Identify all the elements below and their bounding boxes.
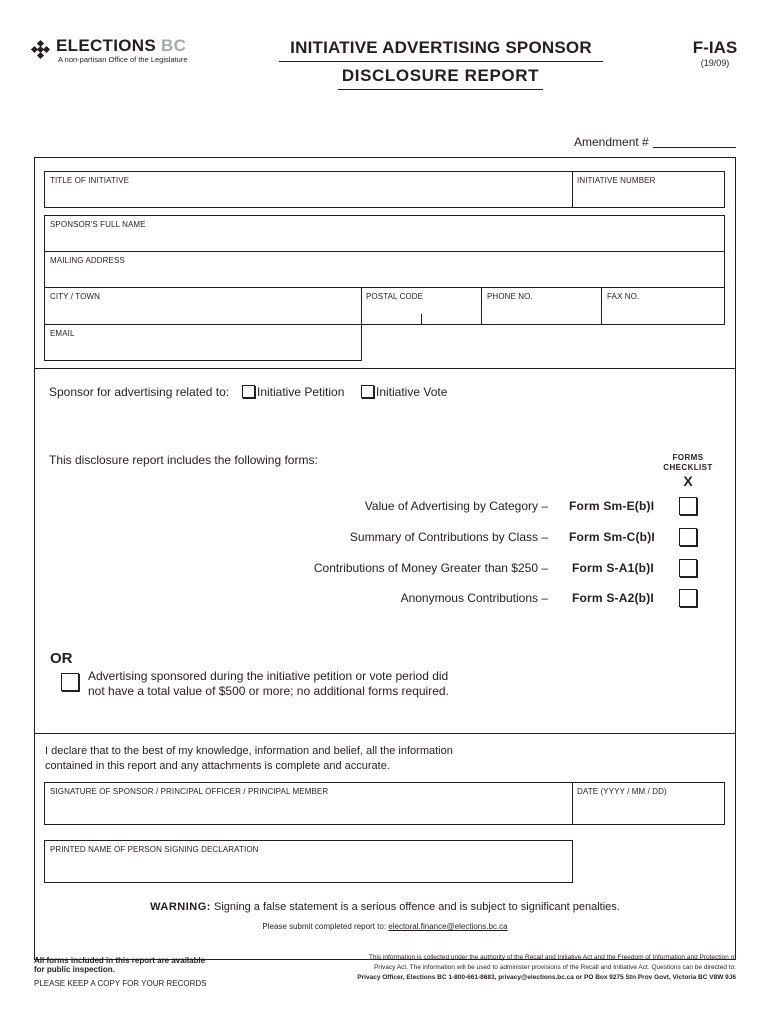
checklist-mark: X: [683, 473, 693, 489]
logo-wordmark: ELECTIONS BC: [56, 36, 187, 55]
alt-text-line1: Advertising sponsored during the initiative petition or vote period did: [88, 669, 449, 683]
footer-privacy-notice: [300, 953, 736, 983]
form-sm-c-checkbox[interactable]: [679, 528, 697, 546]
elections-bc-logo-icon: [30, 38, 52, 60]
logo-tagline: A non-partisan Office of the Legislature: [58, 55, 188, 64]
submit-instructions: [34, 922, 736, 931]
form-item-name: Form Sm-C(b)I: [569, 530, 655, 544]
field-label: CITY / TOWN: [50, 292, 100, 301]
warning-label: WARNING:: [150, 901, 211, 913]
field-label: MAILING ADDRESS: [50, 256, 125, 265]
footer-right-line2: Privacy Act. The information will be used to administer provisions of the Recall and Initiative Act. Questions can be directed to:: [374, 964, 736, 971]
field-label: PRINTED NAME OF PERSON SIGNING DECLARATION: [50, 845, 259, 854]
footer-left-line1: All forms included in this report are available: [34, 956, 206, 965]
form-item-name: Form S-A2(b)I: [572, 591, 654, 605]
initiative-petition-label: Initiative Petition: [257, 385, 345, 399]
field-label: EMAIL: [50, 329, 75, 338]
sponsor-prompt: Sponsor for advertising related to:: [49, 385, 230, 399]
field-label: SPONSOR'S FULL NAME: [50, 220, 146, 229]
form-item-desc: Contributions of Money Greater than $250 –: [313, 561, 548, 575]
no-additional-forms-checkbox[interactable]: [61, 673, 79, 691]
declaration-line2: contained in this report and any attachments is complete and accurate.: [45, 760, 390, 772]
title-underline-2: [338, 89, 543, 90]
form-title-line2: DISCLOSURE REPORT: [341, 66, 540, 85]
form-s-a2-checkbox[interactable]: [679, 589, 697, 607]
section-divider-1: [34, 368, 736, 369]
amendment-label: Amendment #: [574, 135, 649, 149]
declaration-line1: I declare that to the best of my knowledge, information and belief, all the information: [45, 745, 453, 757]
section-divider-2: [34, 733, 736, 734]
checklist-header-line1: FORMS: [672, 453, 704, 462]
footer-keep-copy: PLEASE KEEP A COPY FOR YOUR RECORDS: [34, 979, 207, 988]
form-s-a1-checkbox[interactable]: [679, 559, 697, 577]
field-label: POSTAL CODE: [366, 292, 424, 301]
printed-name-field[interactable]: [44, 840, 573, 883]
warning-message: Signing a false statement is a serious offence and is subject to significant penalties.: [214, 901, 620, 913]
form-sm-e-checkbox[interactable]: [679, 497, 697, 515]
form-version: (19/09): [700, 58, 730, 68]
field-label: TITLE OF INITIATIVE: [50, 176, 130, 185]
email-field[interactable]: [44, 324, 362, 361]
title-of-initiative-field[interactable]: [44, 171, 573, 208]
footer-left-line2: for public inspection.: [34, 965, 115, 974]
field-label: INITIATIVE NUMBER: [577, 176, 656, 185]
field-label: FAX NO.: [607, 292, 640, 301]
checklist-header-line2: CHECKLIST: [663, 463, 713, 472]
mailing-address-field[interactable]: [44, 251, 725, 288]
form-title-line1: INITIATIVE ADVERTISING SPONSOR: [290, 38, 592, 57]
forms-checklist-header: [655, 453, 721, 473]
form-item-desc: Value of Advertising by Category –: [364, 499, 548, 513]
title-underline-1: [279, 61, 603, 62]
initiative-number-field[interactable]: [572, 171, 725, 208]
signature-field[interactable]: [44, 782, 573, 825]
form-item-desc: Anonymous Contributions –: [400, 591, 548, 605]
form-code: F-IAS: [692, 38, 738, 57]
submit-email-link[interactable]: electoral.finance@elections.bc.ca: [388, 922, 508, 931]
form-item-desc: Summary of Contributions by Class –: [349, 530, 548, 544]
initiative-petition-checkbox[interactable]: [242, 385, 255, 398]
no-additional-forms-text: [88, 669, 449, 699]
or-label: OR: [50, 650, 73, 667]
field-label: DATE (YYYY / MM / DD): [577, 787, 667, 796]
sponsor-full-name-field[interactable]: [44, 215, 725, 252]
form-item-name: Form S-A1(b)I: [572, 561, 654, 575]
initiative-vote-checkbox[interactable]: [361, 385, 374, 398]
initiative-vote-label: Initiative Vote: [376, 385, 448, 399]
phone-field[interactable]: [481, 287, 602, 325]
city-town-field[interactable]: [44, 287, 362, 325]
footer-right-line3: Privacy Officer, Elections BC 1-800-661-8683, privacy@elections.bc.ca or PO Box 9275 Stn Prov Govt, Victoria BC V8W 9J6: [357, 974, 736, 981]
alt-text-line2: not have a total value of $500 or more; no additional forms required.: [88, 684, 449, 698]
postal-code-field[interactable]: [361, 287, 482, 325]
submit-prefix: Please submit completed report to:: [262, 922, 387, 931]
amendment-field[interactable]: [653, 147, 736, 148]
field-label: PHONE NO.: [487, 292, 533, 301]
fax-field[interactable]: [601, 287, 725, 325]
forms-intro: This disclosure report includes the following forms:: [49, 453, 318, 467]
date-field[interactable]: [572, 782, 725, 825]
warning-text: [34, 901, 736, 913]
field-label: SIGNATURE OF SPONSOR / PRINCIPAL OFFICER / PRINCIPAL MEMBER: [50, 787, 329, 796]
footer-public-notice: [34, 956, 205, 974]
footer-right-line1: This information is collected under the authority of the Recall and Initiative Act and the Freedom of Information and Protection of: [368, 954, 736, 961]
postal-code-divider: [421, 314, 422, 324]
form-item-name: Form Sm-E(b)I: [569, 499, 655, 513]
declaration-text: [45, 744, 453, 774]
